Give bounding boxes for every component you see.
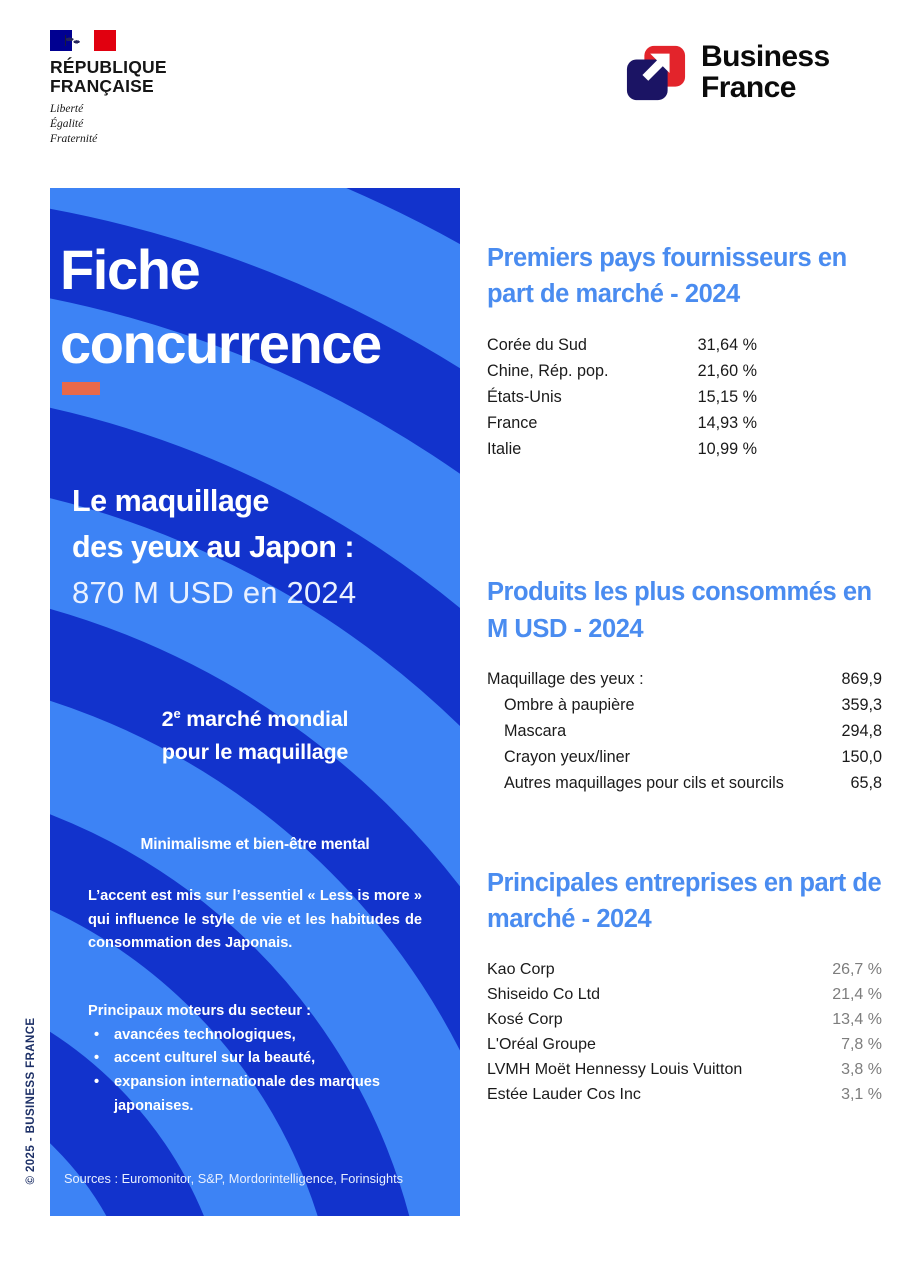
section-suppliers-title: Premiers pays fournisseurs en part de marché - 2024 — [487, 244, 847, 309]
title-gap — [487, 647, 882, 667]
business-france-mark-icon — [625, 42, 687, 104]
table-row — [487, 384, 757, 410]
company-name: Kosé Corp — [487, 1010, 563, 1028]
product-name: Mascara — [504, 722, 567, 741]
product-value: 359,3 — [841, 696, 882, 715]
ranking-text: marché mondial — [180, 707, 349, 731]
supplier-share: 31,64 % — [697, 335, 757, 354]
table-row — [487, 957, 882, 982]
panel-ranking-line-2: pour le maquillage — [161, 740, 349, 765]
product-name: Crayon yeux/liner — [504, 748, 630, 767]
hero-panel-content — [50, 188, 460, 1216]
orange-accent-bar — [62, 382, 100, 395]
section-companies-title: Principales entreprises en part de marché - 2024 — [487, 868, 882, 934]
product-name: Autres maquillages pour cils et sourcils — [504, 774, 784, 793]
company-share: 13,4 % — [832, 1010, 882, 1028]
supplier-share: 10,99 % — [697, 439, 757, 458]
supplier-country: Italie — [487, 439, 522, 458]
business-france-wordmark — [701, 42, 830, 103]
table-row — [487, 1082, 882, 1107]
panel-drivers-block — [88, 1000, 428, 1118]
table-row — [487, 1007, 882, 1032]
flag-white-band-marianne — [72, 30, 94, 51]
table-row — [487, 719, 882, 745]
company-share: 26,7 % — [832, 960, 882, 978]
rf-line-1: RÉPUBLIQUE — [50, 57, 167, 77]
republique-francaise-logo — [50, 30, 250, 146]
business-france-logo — [625, 42, 830, 104]
company-name: LVMH Moët Hennessy Louis Vuitton — [487, 1060, 743, 1078]
panel-ranking-line-1 — [50, 703, 460, 736]
company-share: 3,8 % — [841, 1060, 882, 1078]
table-row — [487, 745, 882, 771]
panel-title-line-2: concurrence — [60, 312, 381, 376]
ranking-ordinal-suffix: e — [173, 705, 181, 721]
table-row — [487, 1032, 882, 1057]
devise-egalite: Égalité — [50, 117, 84, 130]
devise-fraternite: Fraternité — [50, 132, 98, 145]
company-name: Estée Lauder Cos Inc — [487, 1085, 641, 1103]
section-spacer — [487, 462, 882, 574]
republique-francaise-name — [50, 58, 250, 95]
section-spacer — [487, 797, 882, 865]
devise-liberte: Liberté — [50, 103, 84, 116]
title-gap — [487, 937, 882, 957]
french-flag-icon — [50, 30, 116, 51]
supplier-share: 15,15 % — [697, 387, 757, 406]
table-row — [487, 667, 882, 693]
rf-line-2: FRANÇAISE — [50, 75, 154, 96]
table-row — [487, 410, 757, 436]
table-row — [487, 771, 882, 797]
section-suppliers — [487, 240, 882, 462]
supplier-share: 21,60 % — [697, 361, 757, 380]
supplier-country: États-Unis — [487, 387, 562, 406]
suppliers-table — [487, 332, 757, 462]
table-row — [487, 982, 882, 1007]
table-row — [487, 436, 757, 462]
bf-line-2: France — [701, 71, 796, 104]
company-share: 3,1 % — [841, 1085, 882, 1103]
panel-ranking-claim — [50, 703, 460, 770]
panel-subject-line-2: des yeux au Japon : — [72, 530, 355, 565]
supplier-country: France — [487, 413, 538, 432]
product-name: Ombre à paupière — [504, 696, 635, 715]
section-companies — [487, 865, 882, 1107]
table-row — [487, 358, 757, 384]
panel-title-line-1: Fiche — [60, 238, 200, 301]
product-name: Maquillage des yeux : — [487, 670, 644, 689]
drivers-list-item: • avancées technologiques, — [88, 1024, 428, 1048]
drivers-title: Principaux moteurs du secteur : — [88, 1003, 312, 1019]
companies-table — [487, 957, 882, 1107]
title-gap — [487, 312, 882, 332]
flag-red-band — [94, 30, 116, 51]
section-products — [487, 574, 882, 796]
panel-market-value: 870 M USD en 2024 — [72, 575, 357, 610]
republique-devise — [50, 102, 250, 146]
product-value: 294,8 — [841, 722, 882, 741]
copyright-notice: © 2025 - BUSINESS FRANCE — [25, 1017, 37, 1185]
bf-line-1: Business — [701, 40, 830, 74]
panel-title — [60, 233, 460, 382]
company-name: Kao Corp — [487, 960, 555, 978]
product-value: 869,9 — [841, 670, 882, 689]
company-share: 21,4 % — [832, 985, 882, 1003]
panel-kicker: Minimalisme et bien-être mental — [140, 836, 370, 853]
hero-panel — [50, 188, 460, 1216]
company-name: L'Oréal Groupe — [487, 1035, 596, 1053]
table-row — [487, 332, 757, 358]
table-row — [487, 693, 882, 719]
product-value: 65,8 — [850, 774, 882, 793]
drivers-list-item: • accent culturel sur la beauté, — [88, 1047, 428, 1071]
panel-subject-line-1: Le maquillage — [72, 484, 269, 518]
products-table — [487, 667, 882, 797]
company-name: Shiseido Co Ltd — [487, 985, 600, 1003]
panel-body-paragraph: L’accent est mis sur l’essentiel « Less is more » qui influence le style de vie et les habitudes de consommation des Japonais. — [88, 888, 422, 952]
drivers-list-item: • expansion internationale des marques japonaises. — [88, 1071, 428, 1118]
section-products-title: Produits les plus consommés en M USD - 2024 — [487, 578, 872, 643]
ranking-number: 2 — [161, 707, 174, 731]
drivers-list — [88, 1024, 428, 1119]
right-column — [487, 240, 882, 1107]
supplier-share: 14,93 % — [697, 413, 757, 432]
table-row — [487, 1057, 882, 1082]
company-share: 7,8 % — [841, 1035, 882, 1053]
product-value: 150,0 — [841, 748, 882, 767]
supplier-country: Corée du Sud — [487, 335, 587, 354]
panel-sources: Sources : Euromonitor, S&P, Mordorintelligence, Forinsights — [64, 1171, 404, 1187]
supplier-country: Chine, Rép. pop. — [487, 361, 609, 380]
panel-subject-title — [72, 478, 452, 571]
